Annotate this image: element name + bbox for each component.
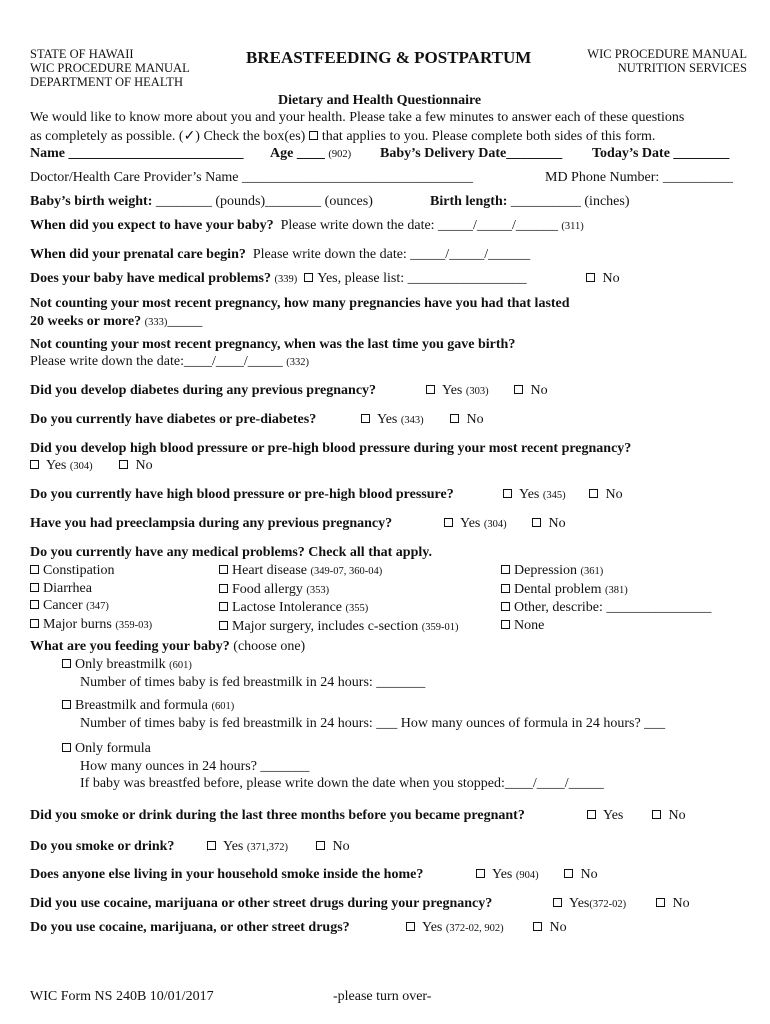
- q-smoke-now-no[interactable]: [316, 839, 350, 855]
- feeding-opt-breastmilk[interactable]: [62, 657, 192, 673]
- medical-option[interactable]: [501, 562, 711, 581]
- q-smoke-before-text: Did you smoke or drink during the last three months before you became pregnant?: [30, 808, 525, 823]
- q-diab-now-text: Do you currently have diabetes or pre-diabetes?: [30, 412, 317, 427]
- q-feeding-hint: (choose one): [233, 639, 306, 654]
- q-lastbirth-text: Not counting your most recent pregnancy, when was the last time you gave birth?: [30, 337, 516, 352]
- option-label: Dental problem: [514, 581, 602, 597]
- medical-option[interactable]: [501, 599, 711, 617]
- feeding-opt1-line[interactable]: Number of times baby is fed breastmilk in 24 hours: _______: [80, 675, 426, 690]
- medical-option[interactable]: [219, 618, 458, 637]
- checkbox[interactable]: [30, 565, 39, 574]
- q-medprob-yes[interactable]: Yes, please list: _________________: [317, 271, 527, 286]
- no-label: No: [466, 412, 484, 427]
- checkbox[interactable]: [219, 565, 228, 574]
- checkbox[interactable]: [62, 700, 71, 709]
- q-expect-text: When did you expect to have your baby?: [30, 218, 274, 233]
- q-medical-text: Do you currently have any medical problems? Check all that apply.: [30, 545, 433, 560]
- delivery-date-field[interactable]: Baby’s Delivery Date________: [380, 146, 563, 161]
- yes-checkbox[interactable]: [503, 489, 512, 498]
- q-diab-prev-yes[interactable]: [426, 383, 489, 399]
- medical-col-3: [501, 562, 711, 634]
- q-pregcount-line1: Not counting your most recent pregnancy, how many pregnancies have you had that lasted: [30, 296, 570, 311]
- q-feeding-text: What are you feeding your baby?: [30, 639, 230, 654]
- q-pregcount-text: 20 weeks or more?: [30, 314, 142, 329]
- q-smoke-before-yes[interactable]: [587, 808, 623, 824]
- option-label: Constipation: [43, 563, 115, 578]
- birth-length-label: Birth length:: [430, 194, 508, 209]
- option-label: Only formula: [75, 741, 151, 756]
- checkbox[interactable]: [219, 602, 228, 611]
- feeding-opt3-line1[interactable]: How many ounces in 24 hours? _______: [80, 759, 310, 774]
- birth-weight-field[interactable]: [30, 194, 373, 210]
- no-label: No: [668, 808, 686, 823]
- q-diab-now-yes[interactable]: [361, 412, 424, 428]
- q-drugs-preg-yes[interactable]: [553, 896, 626, 912]
- q-smoke-before-no[interactable]: [652, 808, 686, 824]
- yes-label: Yes: [222, 839, 244, 854]
- q-medprob-no-option[interactable]: [586, 271, 620, 287]
- birth-weight-label: Baby’s birth weight:: [30, 194, 153, 209]
- yes-code: (304): [483, 519, 507, 530]
- no-checkbox[interactable]: [450, 414, 459, 423]
- option-label: Only breastmilk: [75, 657, 166, 672]
- no-checkbox[interactable]: [656, 898, 665, 907]
- q-drugs-preg-no[interactable]: [656, 896, 690, 912]
- yes-code: (343): [400, 415, 424, 426]
- yes-checkbox[interactable]: [444, 518, 453, 527]
- option-label: Depression: [514, 563, 577, 578]
- yes-code: (303): [465, 386, 489, 397]
- no-label: No: [135, 458, 153, 473]
- q-smoke-now-text: Do you smoke or drink?: [30, 839, 175, 854]
- checkbox[interactable]: [219, 584, 228, 593]
- q-diab-prev-text: Did you develop diabetes during any previous pregnancy?: [30, 383, 377, 398]
- q-prenatal: [30, 247, 530, 263]
- medical-option[interactable]: [30, 597, 152, 616]
- no-label: No: [332, 839, 350, 854]
- medical-col-1: [30, 562, 152, 634]
- no-checkbox[interactable]: [532, 518, 541, 527]
- option-label: Major surgery, includes c-section: [232, 618, 419, 634]
- option-code: (355): [345, 603, 369, 614]
- no-checkbox[interactable]: [652, 810, 661, 819]
- medical-col-2: [219, 562, 458, 636]
- q-drugs-now-no[interactable]: [533, 920, 567, 936]
- no-checkbox[interactable]: [586, 273, 595, 282]
- q-medprob-code: (339): [274, 274, 298, 285]
- yes-label: Yes: [376, 412, 398, 427]
- yes-label: Yes: [518, 487, 540, 502]
- checkbox[interactable]: [30, 600, 39, 609]
- option-label: Major burns: [43, 616, 112, 632]
- feeding-opt2-line[interactable]: Number of times baby is fed breastmilk in 24 hours: ___ How many ounces of formula in 24 hours? ___: [80, 716, 666, 731]
- q-drugs-preg-text: Did you use cocaine, marijuana or other street drugs during your pregnancy?: [30, 896, 493, 911]
- checkbox[interactable]: [30, 583, 39, 592]
- option-label: Cancer: [43, 598, 83, 613]
- q-medprob: [30, 271, 527, 287]
- q-expect-code: (311): [561, 221, 584, 232]
- medical-option[interactable]: [501, 617, 711, 635]
- q-household-no[interactable]: [564, 867, 598, 883]
- q-household-text: Does anyone else living in your household smoke inside the home?: [30, 867, 424, 882]
- yes-code: (371,372): [246, 842, 288, 853]
- yes-code: (904): [515, 870, 539, 881]
- q-medprob-no: No: [602, 271, 620, 286]
- feeding-opt-mixed[interactable]: [62, 698, 234, 714]
- checkbox-icon: [309, 131, 318, 140]
- option-label: None: [514, 617, 545, 633]
- checkbox[interactable]: [219, 621, 228, 630]
- q-household-yes[interactable]: [476, 867, 539, 883]
- no-checkbox[interactable]: [533, 922, 542, 931]
- q-hbp-recent-no[interactable]: [119, 458, 153, 474]
- q-lastbirth-code: (332): [286, 357, 309, 368]
- feeding-opt-formula[interactable]: [62, 741, 151, 757]
- yes-checkbox[interactable]: [553, 898, 562, 907]
- medical-option[interactable]: [219, 581, 458, 600]
- q-preeclampsia-no[interactable]: [532, 516, 566, 532]
- no-label: No: [672, 896, 690, 911]
- yes-code: (304): [69, 461, 93, 472]
- intro-line-2a: as completely as possible. (✓) Check the box(es): [30, 129, 306, 144]
- no-label: No: [549, 920, 567, 935]
- q-medprob-text: Does your baby have medical problems?: [30, 271, 271, 286]
- q-drugs-now-yes[interactable]: [406, 920, 504, 936]
- doctor-name-field[interactable]: Doctor/Health Care Provider’s Name _________________________________: [30, 170, 474, 185]
- checkbox[interactable]: [62, 743, 71, 752]
- yes-label: Yes: [602, 808, 624, 823]
- option-code: (353): [306, 584, 330, 596]
- no-checkbox[interactable]: [316, 841, 325, 850]
- yes-label: Yes: [568, 896, 590, 911]
- yes-code: (372-02): [589, 899, 627, 910]
- yes-label: Yes: [491, 867, 513, 882]
- option-label: Food allergy: [232, 581, 303, 597]
- q-hbp-recent-yes[interactable]: [30, 458, 93, 474]
- birth-length-blanks: __________ (inches): [510, 194, 630, 209]
- option-code: (381): [604, 584, 628, 596]
- option-code: (359-01): [421, 621, 459, 633]
- medical-option[interactable]: [219, 599, 458, 618]
- q-pregcount-code: (333): [144, 317, 168, 328]
- q-drugs-now-text: Do you use cocaine, marijuana, or other street drugs?: [30, 920, 350, 935]
- header-left: [30, 47, 190, 89]
- option-label: Heart disease: [232, 563, 308, 578]
- intro-line-2b: that applies to you. Please complete both sides of this form.: [321, 129, 656, 144]
- yes-checkbox[interactable]: [304, 273, 313, 282]
- option-label: Lactose Intolerance: [232, 600, 342, 615]
- q-hbp-recent-text: Did you develop high blood pressure or pre-high blood pressure during your most recent pregnancy?: [30, 441, 632, 456]
- no-checkbox[interactable]: [514, 385, 523, 394]
- name-field[interactable]: Name _________________________: [30, 146, 244, 161]
- q-hbp-now-yes[interactable]: [503, 487, 566, 503]
- yes-checkbox[interactable]: [587, 810, 596, 819]
- q-prenatal-answer[interactable]: Please write down the date: _____/_____/______: [252, 247, 531, 262]
- age-field[interactable]: [270, 146, 351, 162]
- q-hbp-now-text: Do you currently have high blood pressure or pre-high blood pressure?: [30, 487, 454, 502]
- q-expect-answer[interactable]: Please write down the date: _____/_____/______: [280, 218, 558, 233]
- q-pregcount-line2: [30, 314, 202, 330]
- no-label: No: [530, 383, 548, 398]
- yes-checkbox[interactable]: [30, 460, 39, 469]
- option-code: (349-07, 360-04): [310, 566, 383, 577]
- intro-line-2: [30, 128, 655, 145]
- checkbox[interactable]: [501, 565, 510, 574]
- option-label: Diarrhea: [43, 580, 92, 596]
- yes-code: (345): [542, 490, 566, 501]
- yes-label: Yes: [441, 383, 463, 398]
- option-code: (347): [86, 601, 109, 612]
- option-code: (601): [211, 701, 235, 712]
- q-diab-prev-no[interactable]: [514, 383, 548, 399]
- q-diab-now-no[interactable]: [450, 412, 484, 428]
- header-department: DEPARTMENT OF HEALTH: [30, 75, 183, 89]
- checkbox[interactable]: [501, 620, 510, 629]
- q-smoke-now-yes[interactable]: [207, 839, 288, 855]
- feeding-opt3-line2[interactable]: If baby was breastfed before, please write down the date when you stopped:____/____/_____: [80, 776, 604, 791]
- option-code: (359-03): [115, 619, 153, 631]
- footer-turn-over: -please turn over-: [333, 989, 432, 1004]
- q-prenatal-text: When did your prenatal care begin?: [30, 247, 246, 262]
- q-preeclampsia-yes[interactable]: [444, 516, 507, 532]
- todays-date-field[interactable]: Today’s Date ________: [592, 146, 730, 161]
- q-lastbirth-answer-line: [30, 354, 309, 370]
- age-code: (902): [328, 149, 352, 160]
- age-label: Age ____: [270, 146, 325, 161]
- form-subtitle: Dietary and Health Questionnaire: [278, 93, 482, 108]
- medical-option[interactable]: [30, 616, 152, 635]
- medical-option[interactable]: [501, 581, 711, 600]
- option-label: Other, describe: _______________: [514, 600, 712, 615]
- header-right: [587, 47, 747, 75]
- option-code: (361): [580, 566, 604, 577]
- yes-label: Yes: [421, 920, 443, 935]
- yes-label: Yes: [45, 458, 67, 473]
- q-feeding: [30, 639, 305, 655]
- medical-option[interactable]: [219, 562, 458, 581]
- intro-line-1: We would like to know more about you and your health. Please take a few minutes to answer each of these questions: [30, 110, 685, 125]
- header-manual: WIC PROCEDURE MANUAL: [30, 61, 190, 75]
- md-phone-field[interactable]: MD Phone Number: __________: [545, 170, 733, 185]
- no-checkbox[interactable]: [589, 489, 598, 498]
- no-label: No: [548, 516, 566, 531]
- q-lastbirth-answer[interactable]: Please write down the date:____/____/_____: [30, 354, 283, 369]
- yes-checkbox[interactable]: [426, 385, 435, 394]
- yes-checkbox[interactable]: [406, 922, 415, 931]
- q-preeclampsia-text: Have you had preeclampsia during any previous pregnancy?: [30, 516, 393, 531]
- yes-code: (372-02, 902): [445, 923, 504, 934]
- yes-label: Yes: [459, 516, 481, 531]
- checkbox[interactable]: [62, 659, 71, 668]
- birth-length-field[interactable]: [430, 194, 629, 210]
- no-checkbox[interactable]: [564, 869, 573, 878]
- option-code: (601): [169, 660, 192, 671]
- header-state: STATE OF HAWAII: [30, 47, 134, 61]
- medical-option[interactable]: [30, 562, 152, 580]
- checkbox[interactable]: [30, 619, 39, 628]
- no-label: No: [605, 487, 623, 502]
- yes-checkbox[interactable]: [207, 841, 216, 850]
- q-expect: [30, 218, 584, 234]
- no-checkbox[interactable]: [119, 460, 128, 469]
- checkbox[interactable]: [501, 584, 510, 593]
- yes-checkbox[interactable]: [476, 869, 485, 878]
- header-right-manual: WIC PROCEDURE MANUAL: [587, 47, 747, 61]
- q-pregcount-blank[interactable]: _____: [167, 314, 203, 329]
- option-label: Breastmilk and formula: [75, 698, 208, 713]
- medical-option[interactable]: [30, 580, 152, 598]
- footer-form-id: WIC Form NS 240B 10/01/2017: [30, 989, 214, 1004]
- yes-checkbox[interactable]: [361, 414, 370, 423]
- q-hbp-now-no[interactable]: [589, 487, 623, 503]
- checkbox[interactable]: [501, 602, 510, 611]
- header-nutrition: NUTRITION SERVICES: [617, 61, 747, 75]
- no-label: No: [580, 867, 598, 882]
- page-title: BREASTFEEDING & POSTPARTUM: [246, 48, 532, 67]
- birth-weight-blanks: ________ (pounds)________ (ounces): [155, 194, 373, 209]
